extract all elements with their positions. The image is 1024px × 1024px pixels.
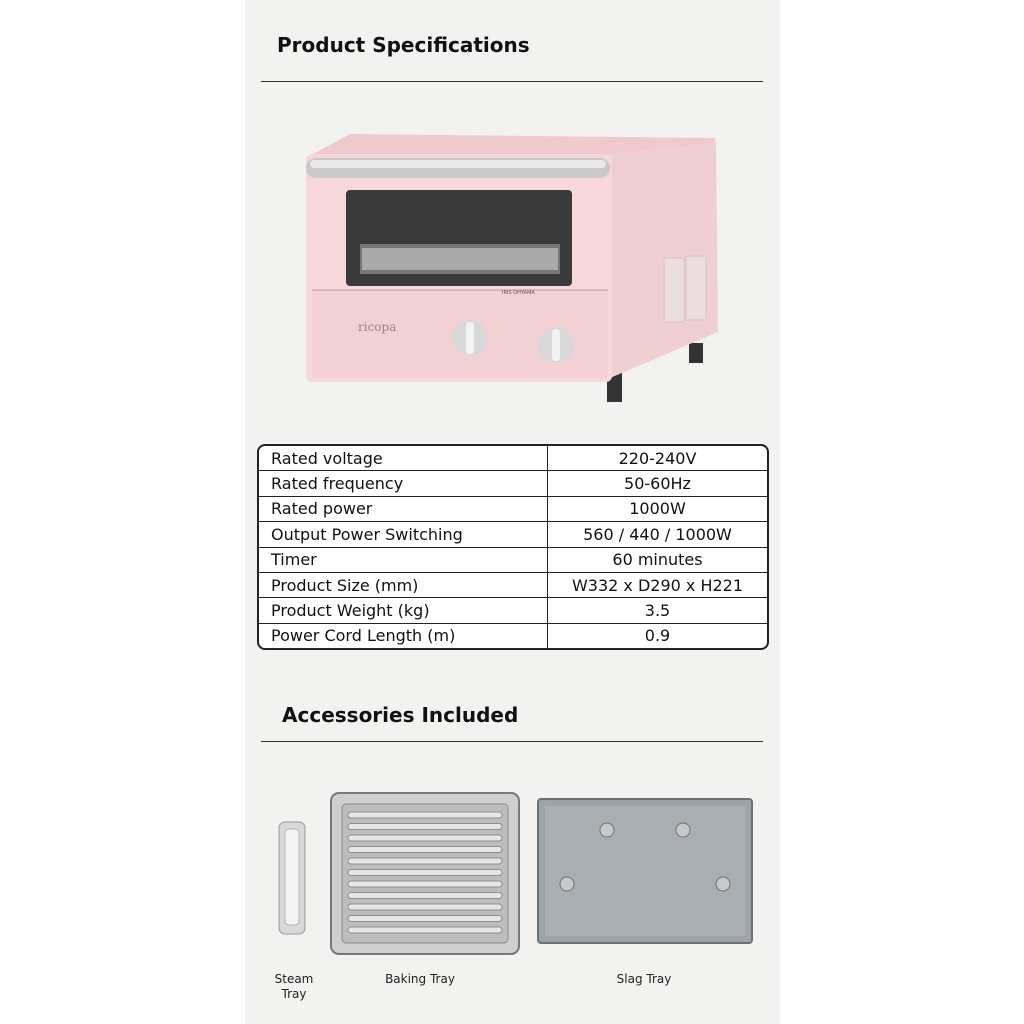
specifications-table bbox=[257, 444, 769, 650]
steam-tray-label: Steam Tray bbox=[274, 972, 314, 1001]
steam-tray-icon bbox=[278, 821, 306, 935]
spec-value: 1000W bbox=[548, 497, 767, 522]
specs-heading: Product Specifications bbox=[277, 33, 530, 57]
spec-value: 560 / 440 / 1000W bbox=[548, 522, 767, 547]
spec-row bbox=[259, 624, 767, 648]
spec-row bbox=[259, 573, 767, 598]
baking-tray-label: Baking Tray bbox=[385, 972, 455, 986]
maker-label: IRIS OHYAMA bbox=[502, 290, 535, 296]
spec-value: 50-60Hz bbox=[548, 471, 767, 496]
spec-value: 60 minutes bbox=[548, 548, 767, 573]
accessories-heading: Accessories Included bbox=[282, 703, 519, 727]
spec-value: W332 x D290 x H221 bbox=[548, 573, 767, 598]
spec-row bbox=[259, 497, 767, 522]
spec-value: 3.5 bbox=[548, 598, 767, 623]
spec-value: 0.9 bbox=[644, 626, 671, 646]
spec-row bbox=[259, 598, 767, 623]
spec-label: Timer bbox=[259, 548, 548, 573]
spec-label: Product Size (mm) bbox=[259, 573, 548, 598]
spec-row bbox=[259, 522, 767, 547]
spec-row bbox=[259, 446, 767, 471]
spec-label: Rated power bbox=[259, 497, 548, 522]
spec-label: Rated voltage bbox=[259, 446, 548, 471]
spec-label: Power Cord Length (m) bbox=[259, 624, 548, 648]
spec-value: 220-240V bbox=[548, 446, 767, 471]
brand-logo: ricopa bbox=[358, 320, 397, 334]
spec-label: Product Weight (kg) bbox=[259, 598, 548, 623]
spec-row bbox=[259, 471, 767, 496]
spec-label: Output Power Switching bbox=[259, 522, 548, 547]
slag-tray-icon bbox=[537, 798, 753, 944]
slag-tray-label: Slag Tray bbox=[616, 972, 672, 986]
spec-label: Rated frequency bbox=[259, 471, 548, 496]
specs-divider bbox=[261, 81, 763, 82]
accessories-divider bbox=[261, 741, 763, 742]
toaster-oven-image bbox=[300, 128, 724, 410]
baking-tray-icon bbox=[330, 792, 520, 955]
spec-row bbox=[259, 548, 767, 573]
